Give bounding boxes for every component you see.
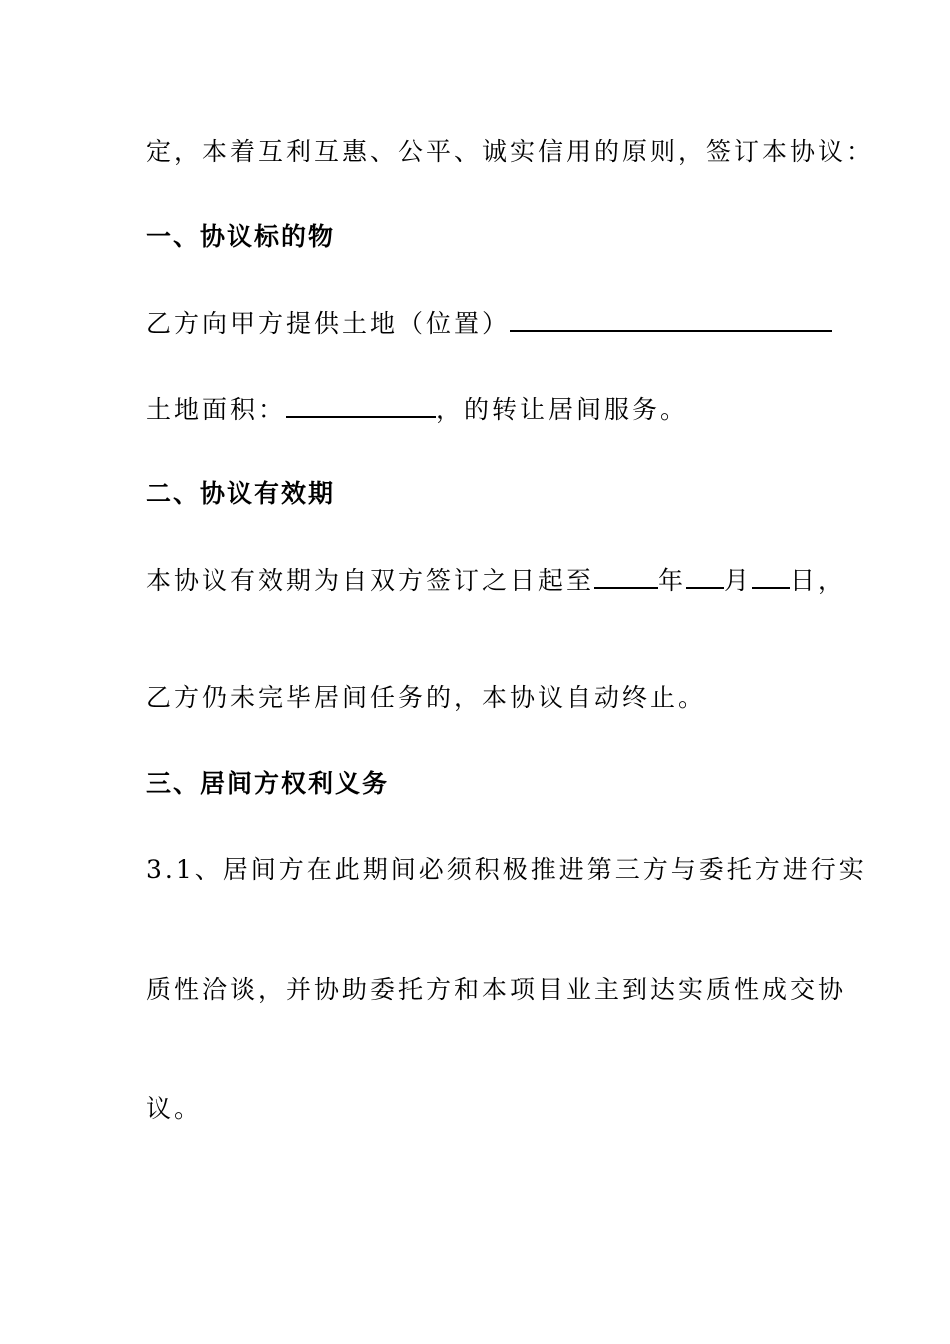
termination-text: 乙方仍未完毕居间任务的，本协议自动终止。 — [146, 683, 707, 712]
month-blank — [686, 563, 724, 589]
year-label: 年 — [658, 566, 687, 595]
section-3-heading — [146, 767, 389, 801]
year-blank — [594, 563, 658, 589]
clause-3-1-text-2: 质性洽谈，并协助委托方和本项目业主到达实质性成交协 — [146, 975, 847, 1004]
validity-text: 本协议有效期为自双方签订之日起至 — [146, 566, 595, 595]
section-2-heading-text: 二、协议有效期 — [146, 479, 336, 508]
clause-3-1-line-1 — [146, 853, 867, 887]
land-area-label: 土地面积： — [146, 395, 287, 424]
land-area-blank — [286, 392, 436, 418]
day-blank — [752, 563, 790, 589]
preamble-text: 定，本着互利互惠、公平、诚实信用的原则，签订本协议： — [146, 137, 875, 166]
clause-3-1-text-3: 议。 — [146, 1094, 203, 1123]
section-1-heading-text: 一、协议标的物 — [146, 222, 336, 251]
land-location-line — [146, 306, 832, 341]
termination-line — [146, 681, 706, 715]
preamble-line — [146, 135, 874, 169]
validity-line — [146, 563, 846, 598]
section-2-heading — [146, 477, 335, 511]
day-label: 日， — [790, 566, 847, 595]
land-location-blank — [510, 306, 832, 332]
land-area-line — [146, 392, 688, 427]
land-location-label: 乙方向甲方提供土地（位置） — [146, 309, 511, 338]
clause-3-1-line-3 — [146, 1092, 202, 1126]
land-area-suffix: ，的转让居间服务。 — [436, 395, 689, 424]
section-1-heading — [146, 220, 335, 254]
section-3-heading-text: 三、居间方权利义务 — [146, 769, 390, 798]
clause-3-1-text-1: 3.1、居间方在此期间必须积极推进第三方与委托方进行实 — [146, 855, 867, 884]
month-label: 月 — [724, 566, 753, 595]
clause-3-1-line-2 — [146, 973, 846, 1007]
